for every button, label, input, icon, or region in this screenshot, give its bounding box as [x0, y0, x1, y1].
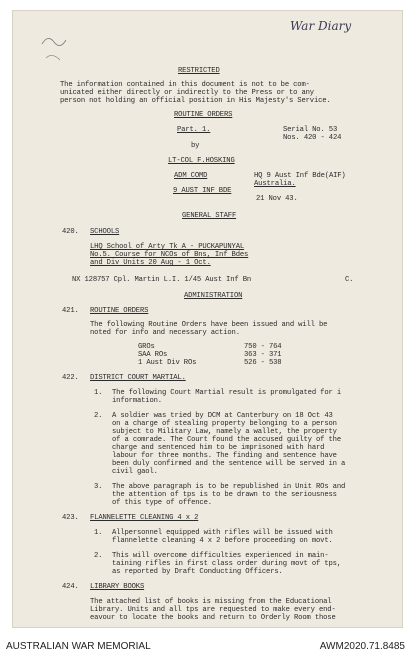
paragraph-line: on a charge of stealing property belonging to a person	[112, 420, 337, 428]
item-420-line-1: LHQ School of Arty Tk A - PUCKAPUNYAL	[90, 243, 245, 251]
footer-reference: AWM2020.71.8485	[319, 641, 405, 652]
paragraph-line: of this type of offence.	[112, 499, 212, 507]
item-422-number: 422.	[62, 374, 79, 382]
item-424-line-2: Library. Units and all tps are requested to make every end-	[90, 606, 336, 614]
ro-row-range: 363 - 371	[244, 351, 282, 359]
item-421-heading: ROUTINE ORDERS	[90, 307, 149, 315]
orders-title: ROUTINE ORDERS	[174, 111, 233, 119]
ro-row-range: 750 - 764	[244, 343, 282, 351]
footer-institution: AUSTRALIAN WAR MEMORIAL	[6, 641, 151, 652]
item-421-intro-2: noted for info and necessary action.	[90, 329, 240, 337]
document-page	[12, 10, 403, 628]
paragraph-number: 2.	[94, 412, 103, 420]
paragraph-line: been duly confirmed and the sentence will be served in a	[112, 460, 346, 468]
notice-line-2: unicated either directly or indirectly to the Press or to any	[60, 89, 314, 97]
location-label: Australia.	[254, 180, 296, 188]
ro-row-range: 526 - 538	[244, 359, 282, 367]
paragraph-number: 3.	[94, 483, 103, 491]
item-424-line-1: The attached list of books is missing from the Educational	[90, 598, 332, 606]
item-420-line-3: and Div Units 20 Aug - 1 Oct.	[90, 259, 211, 267]
item-424-number: 424.	[62, 583, 79, 591]
paragraph-line: of a comrade. The Court found the accused guilty of the	[112, 436, 341, 444]
paragraph-line: This will overcome difficulties experienced in main-	[112, 552, 329, 560]
ro-row-name: 1 Aust Div ROs	[138, 359, 197, 367]
archive-footer	[0, 628, 413, 653]
paragraph-line: taining rifles in first class order during movt of tps,	[112, 560, 341, 568]
paragraph-number: 2.	[94, 552, 103, 560]
paragraph-line: charge and sentenced him to be imprisoned with hard	[112, 444, 325, 452]
classification-label: RESTRICTED	[178, 67, 220, 75]
paragraph-line: subject to Military Law, namely a wallet, the property	[112, 428, 337, 436]
pencil-mark-icon	[38, 30, 78, 66]
paragraph-number: 1.	[94, 529, 103, 537]
item-421-number: 421.	[62, 307, 79, 315]
order-numbers: Nos. 420 - 424	[283, 134, 342, 142]
item-420-line-2: No.5. Course for NCOs of Bns, Inf Bdes	[90, 251, 249, 259]
hq-label: HQ 9 Aust Inf Bde(AIF)	[254, 172, 346, 180]
paragraph-line: The above paragraph is to be republished in Unit ROs and	[112, 483, 346, 491]
general-staff-heading: GENERAL STAFF	[182, 212, 237, 220]
item-420-entry-mark: C.	[345, 276, 354, 284]
item-420-number: 420.	[62, 228, 79, 236]
administration-heading: ADMINISTRATION	[184, 292, 243, 300]
paragraph-line: Allpersonnel equipped with rifles will be issued with	[112, 529, 333, 537]
notice-line-3: person not holding an official position in His Majesty's Service.	[60, 97, 331, 105]
notice-line-1: The information contained in this document is not to be com-	[60, 81, 310, 89]
paragraph-line: civil gaol.	[112, 468, 158, 476]
handwritten-war-diary-note: War Diary	[290, 19, 352, 33]
item-420-entry: NX 128757 Cpl. Martin L.I. 1/45 Aust Inf Bn	[72, 276, 252, 284]
paragraph-line: the attention of tps is to be drawn to the seriousness	[112, 491, 337, 499]
date-label: 21 Nov 43.	[256, 195, 298, 203]
item-424-heading: LIBRARY BOOKS	[90, 583, 145, 591]
officer-name: LT-COL F.HOSKING	[168, 157, 235, 165]
paragraph-line: A soldier was tried by DCM at Canterbury on 18 Oct 43	[112, 412, 333, 420]
paragraph-number: 1.	[94, 389, 103, 397]
paragraph-line: labour for three months. The finding and sentence have	[112, 452, 337, 460]
unit-label: 9 AUST INF BDE	[173, 187, 232, 195]
item-421-intro-1: The following Routine Orders have been issued and will be	[90, 321, 328, 329]
item-422-heading: DISTRICT COURT MARTIAL.	[90, 374, 186, 382]
paragraph-line: flannelette cleaning 4 x 2 before proceeding on movt.	[112, 537, 333, 545]
by-label: by	[191, 142, 200, 150]
item-420-heading: SCHOOLS	[90, 228, 120, 236]
paragraph-line: The following Court Martial result is promulgated for i	[112, 389, 341, 397]
paragraph-line: as reported by Draft Conducting Officers.	[112, 568, 283, 576]
ro-row-name: GROs	[138, 343, 155, 351]
part-label: Part. 1.	[177, 126, 211, 134]
item-424-line-3: eavour to locate the books and return to Orderly Room those	[90, 614, 336, 622]
paragraph-line: information.	[112, 397, 162, 405]
ro-row-name: SAA ROs	[138, 351, 168, 359]
item-423-number: 423.	[62, 514, 79, 522]
adm-comd-label: ADM COMD	[174, 172, 208, 180]
serial-number: Serial No. 53	[283, 126, 338, 134]
item-423-heading: FLANNELETTE CLEANING 4 x 2	[90, 514, 199, 522]
